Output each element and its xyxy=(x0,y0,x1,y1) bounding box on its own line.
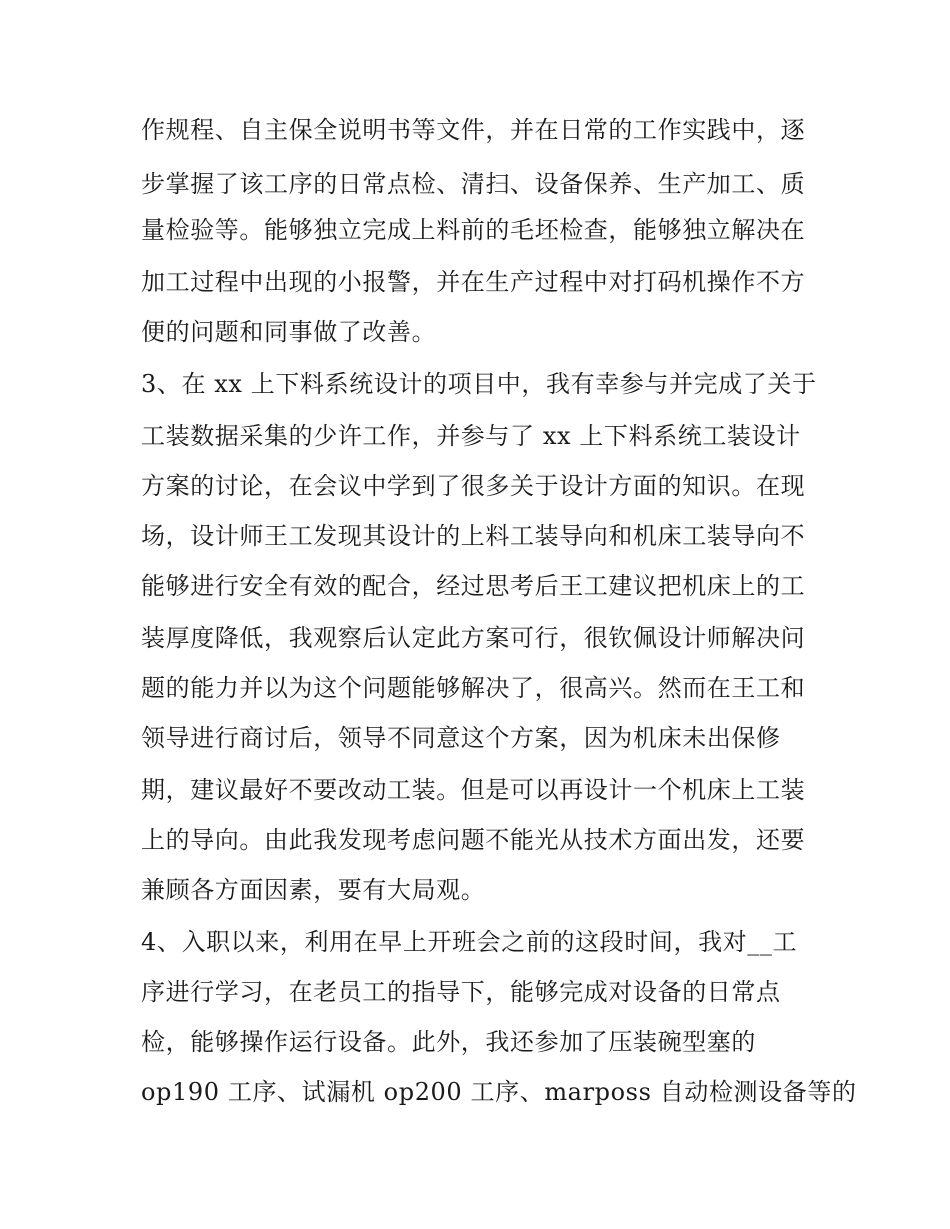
text-line-6: 3、在 xx 上下料系统设计的项目中，我有幸参与并完成了关于 xyxy=(141,370,817,398)
text-line-11: 装厚度降低，我观察后认定此方案可行，很钦佩设计师解决问 xyxy=(141,624,806,652)
text-line-8: 方案的讨论，在会议中学到了很多关于设计方面的知识。在现 xyxy=(141,472,806,500)
text-line-19: 检，能够操作运行设备。此外，我还参加了压装碗型塞的 xyxy=(141,1028,756,1056)
text-line-12: 题的能力并以为这个问题能够解决了，很高兴。然而在王工和 xyxy=(141,674,806,702)
text-line-18: 序进行学习，在老员工的指导下，能够完成对设备的日常点 xyxy=(141,978,781,1006)
text-line-14: 期，建议最好不要改动工装。但是可以再设计一个机床上工装 xyxy=(141,776,806,804)
text-line-7: 工装数据采集的少许工作，并参与了 xx 上下料系统工装设计 xyxy=(141,422,801,450)
text-line-13: 领导进行商讨后，领导不同意这个方案，因为机床未出保修 xyxy=(141,724,781,752)
text-line-1: 作规程、自主保全说明书等文件，并在日常的工作实践中，逐 xyxy=(141,116,806,144)
text-line-5: 便的问题和同事做了改善。 xyxy=(141,318,437,346)
text-line-20: op190 工序、试漏机 op200 工序、marposs 自动检测设备等的 xyxy=(141,1078,857,1106)
text-line-3: 量检验等。能够独立完成上料前的毛坯检查，能够独立解决在 xyxy=(141,216,806,244)
text-line-16: 兼顾各方面因素，要有大局观。 xyxy=(141,876,486,904)
text-line-9: 场，设计师王工发现其设计的上料工装导向和机床工装导向不 xyxy=(141,522,806,550)
text-line-17: 4、入职以来，利用在早上开班会之前的这段时间，我对__工 xyxy=(141,928,798,956)
text-line-15: 上的导向。由此我发现考虑问题不能光从技术方面出发，还要 xyxy=(141,826,806,854)
text-line-10: 能够进行安全有效的配合，经过思考后王工建议把机床上的工 xyxy=(141,572,806,600)
text-line-4: 加工过程中出现的小报警，并在生产过程中对打码机操作不方 xyxy=(141,268,806,296)
text-line-2: 步掌握了该工序的日常点检、清扫、设备保养、生产加工、质 xyxy=(141,170,806,198)
